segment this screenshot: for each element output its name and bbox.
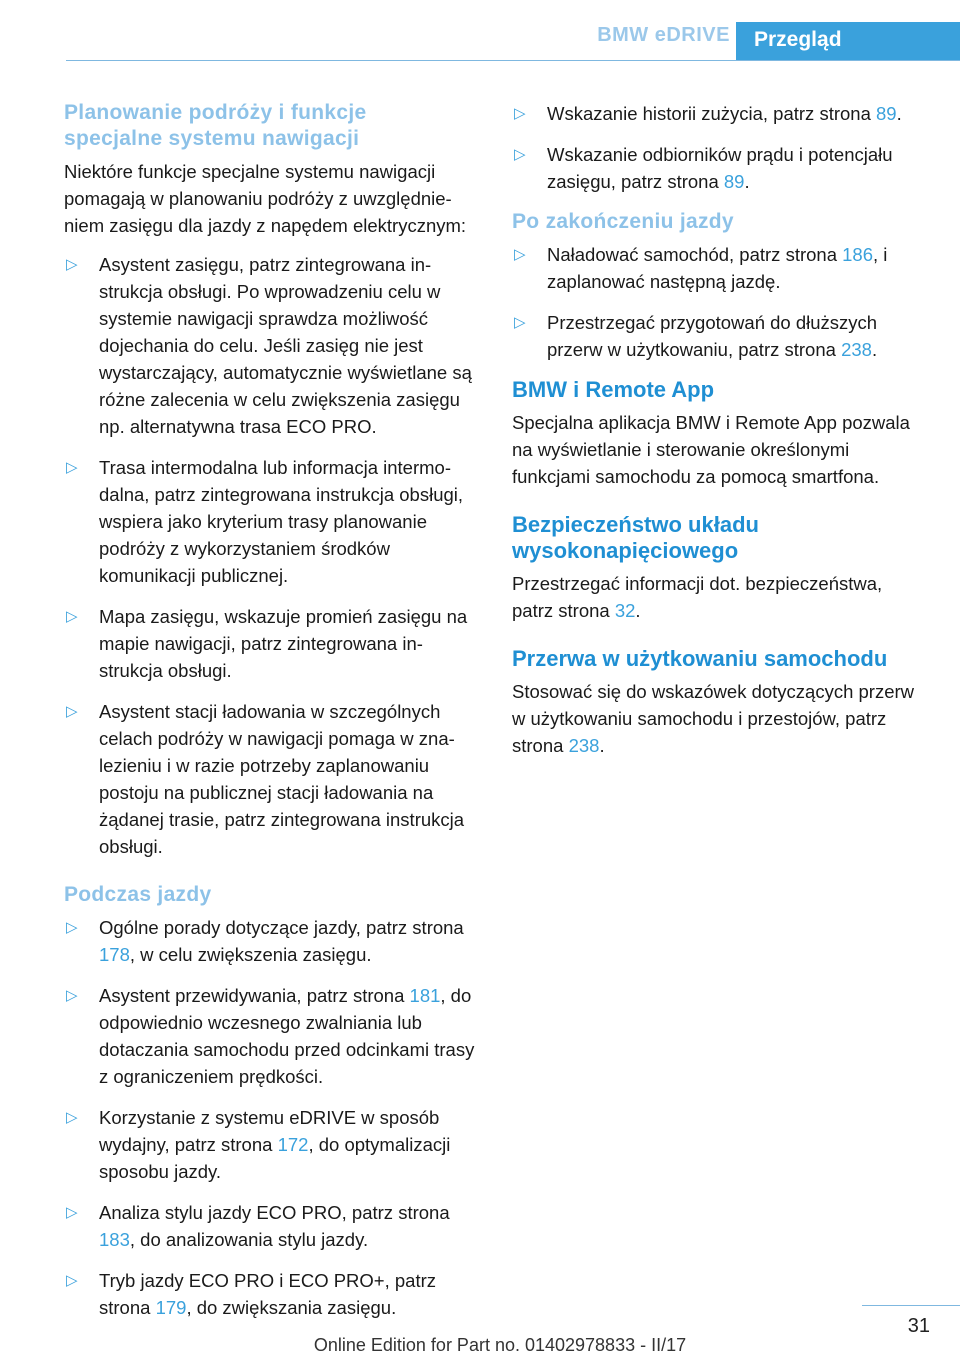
list-item: ▷ Asystent przewidywania, patrz strona 181, do odpowiednio wczesnego zwalniania lub dotaczania samochodu przed odcinkami trasy z ograniczeniem prędkości. bbox=[64, 982, 478, 1090]
triangle-bullet-icon: ▷ bbox=[66, 608, 78, 625]
list-item: ▷ Wskazanie odbiorników prądu i potencjału zasięgu, patrz strona 89. bbox=[512, 141, 926, 195]
header-tab bbox=[736, 22, 960, 60]
page-link[interactable]: 89 bbox=[876, 103, 897, 124]
list-item: ▷ Analiza stylu jazdy ECO PRO, patrz strona 183, do analizowania stylu jazdy. bbox=[64, 1199, 478, 1253]
page-link[interactable]: 179 bbox=[155, 1297, 187, 1318]
left-column bbox=[64, 100, 478, 1335]
edition-note: Online Edition for Part no. 01402978833 - II/17 bbox=[313, 1335, 687, 1355]
triangle-bullet-icon: ▷ bbox=[66, 1109, 78, 1126]
header-chapter: BMW eDRIVE bbox=[597, 24, 730, 46]
triangle-bullet-icon: ▷ bbox=[66, 1204, 78, 1221]
section-text: Specjalna aplikacja BMW i Remote App pozwala na wyświetlanie i sterowanie określonymi funkcjami samochodu za pomocą smartfona. bbox=[512, 412, 910, 487]
footer-rule bbox=[862, 1305, 960, 1306]
triangle-bullet-icon: ▷ bbox=[66, 919, 78, 936]
page-link[interactable]: 238 bbox=[568, 735, 600, 756]
triangle-bullet-icon: ▷ bbox=[66, 459, 78, 476]
list-item: ▷ Asystent stacji ładowania w szczególnych celach podróży w nawigacji pomaga w znalezieniu i w razie potrzeby zaplanowaniu postoju na publicznej stacji ładowania na żądanej trasie, patrz zintegrowana instrukcja obsługi. bbox=[64, 698, 478, 860]
section-title-storage: Przerwa w użytkowaniu samochodu bbox=[512, 646, 888, 671]
header-tab-label: Przegląd bbox=[754, 28, 842, 51]
page-link[interactable]: 238 bbox=[841, 339, 872, 360]
section-title-after-driving: Po zakończeniu jazdy bbox=[512, 210, 734, 233]
list-item: ▷ Tryb jazdy ECO PRO i ECO PRO+, patrz strona 179, do zwiększania zasięgu. bbox=[64, 1267, 478, 1321]
page-link[interactable]: 186 bbox=[842, 244, 873, 265]
section-title-planning: Planowanie podróży i funkcje specjalne systemu nawigacji bbox=[64, 101, 367, 150]
bullet-list bbox=[64, 914, 478, 1321]
section-intro: Niektóre funkcje specjalne systemu nawigacji pomagają w planowaniu podróży z uwzględnieniem zasięgu dla jazdy z napędem elektrycznym: bbox=[64, 161, 467, 236]
section-text: Stosować się do wskazówek dotyczących przerw w użytkowaniu samochodu i przestojów, patrz strona 238. bbox=[512, 681, 915, 756]
section-text: Przestrzegać informacji dot. bezpieczeństwa, patrz strona 32. bbox=[512, 573, 883, 621]
bullet-list bbox=[64, 251, 478, 860]
list-item: ▷ Ogólne porady dotyczące jazdy, patrz strona 178, w celu zwiększenia zasięgu. bbox=[64, 914, 478, 968]
page-link[interactable]: 32 bbox=[614, 600, 636, 621]
section-title-hv-safety: Bezpieczeństwo układu wysokonapięciowego bbox=[512, 512, 759, 563]
header-rule bbox=[66, 60, 960, 61]
list-item: ▷ Trasa intermodalna lub informacja intermodalna, patrz zintegrowana instrukcja obsługi, wspiera jako kryterium trasy planowanie podróży z wykorzystaniem środków komunikacji publicznej. bbox=[64, 454, 478, 589]
page-link[interactable]: 89 bbox=[723, 171, 745, 192]
triangle-bullet-icon: ▷ bbox=[66, 987, 78, 1004]
bullet-list bbox=[512, 241, 926, 363]
list-item: ▷ Naładować samochód, patrz strona 186, i zaplanować następną jazdę. bbox=[512, 241, 926, 295]
page-number: 31 bbox=[907, 1315, 930, 1337]
page-link[interactable]: 181 bbox=[409, 985, 441, 1006]
triangle-bullet-icon: ▷ bbox=[66, 256, 78, 273]
list-item: ▷ Mapa zasięgu, wskazuje promień zasięgu na mapie nawigacji, patrz zintegrowana instrukcja obsługi. bbox=[64, 603, 478, 684]
section-title-remote-app: BMW i Remote App bbox=[512, 377, 715, 402]
triangle-bullet-icon: ▷ bbox=[66, 703, 78, 720]
page-link[interactable]: 178 bbox=[99, 944, 130, 965]
triangle-bullet-icon: ▷ bbox=[514, 246, 526, 263]
triangle-bullet-icon: ▷ bbox=[514, 314, 526, 331]
page-link[interactable]: 183 bbox=[99, 1229, 130, 1250]
list-item: ▷ Wskazanie historii zużycia, patrz strona 89. bbox=[512, 100, 926, 127]
list-item: ▷ Korzystanie z systemu eDRIVE w sposób wydajny, patrz strona 172, do optymalizacji sposobu jazdy. bbox=[64, 1104, 478, 1185]
right-column bbox=[512, 100, 926, 759]
list-item: ▷ Przestrzegać przygotowań do dłuższych przerw w użytkowaniu, patrz strona 238. bbox=[512, 309, 926, 363]
bullet-list bbox=[512, 100, 926, 195]
section-title-driving: Podczas jazdy bbox=[64, 883, 212, 906]
list-item: ▷ Asystent zasięgu, patrz zintegrowana instrukcja obsługi. Po wprowadzeniu celu w systemie nawigacji sprawdza możliwość dojechania do celu. Jeśli zasięg nie jest wystarczający, automatycznie wyświetlane są różne zalecenia w celu zwiększenia zasięgu np. alternatywna trasa ECO PRO. bbox=[64, 251, 478, 440]
triangle-bullet-icon: ▷ bbox=[514, 105, 526, 122]
triangle-bullet-icon: ▷ bbox=[514, 146, 526, 163]
triangle-bullet-icon: ▷ bbox=[66, 1272, 78, 1289]
page-link[interactable]: 172 bbox=[277, 1134, 309, 1155]
